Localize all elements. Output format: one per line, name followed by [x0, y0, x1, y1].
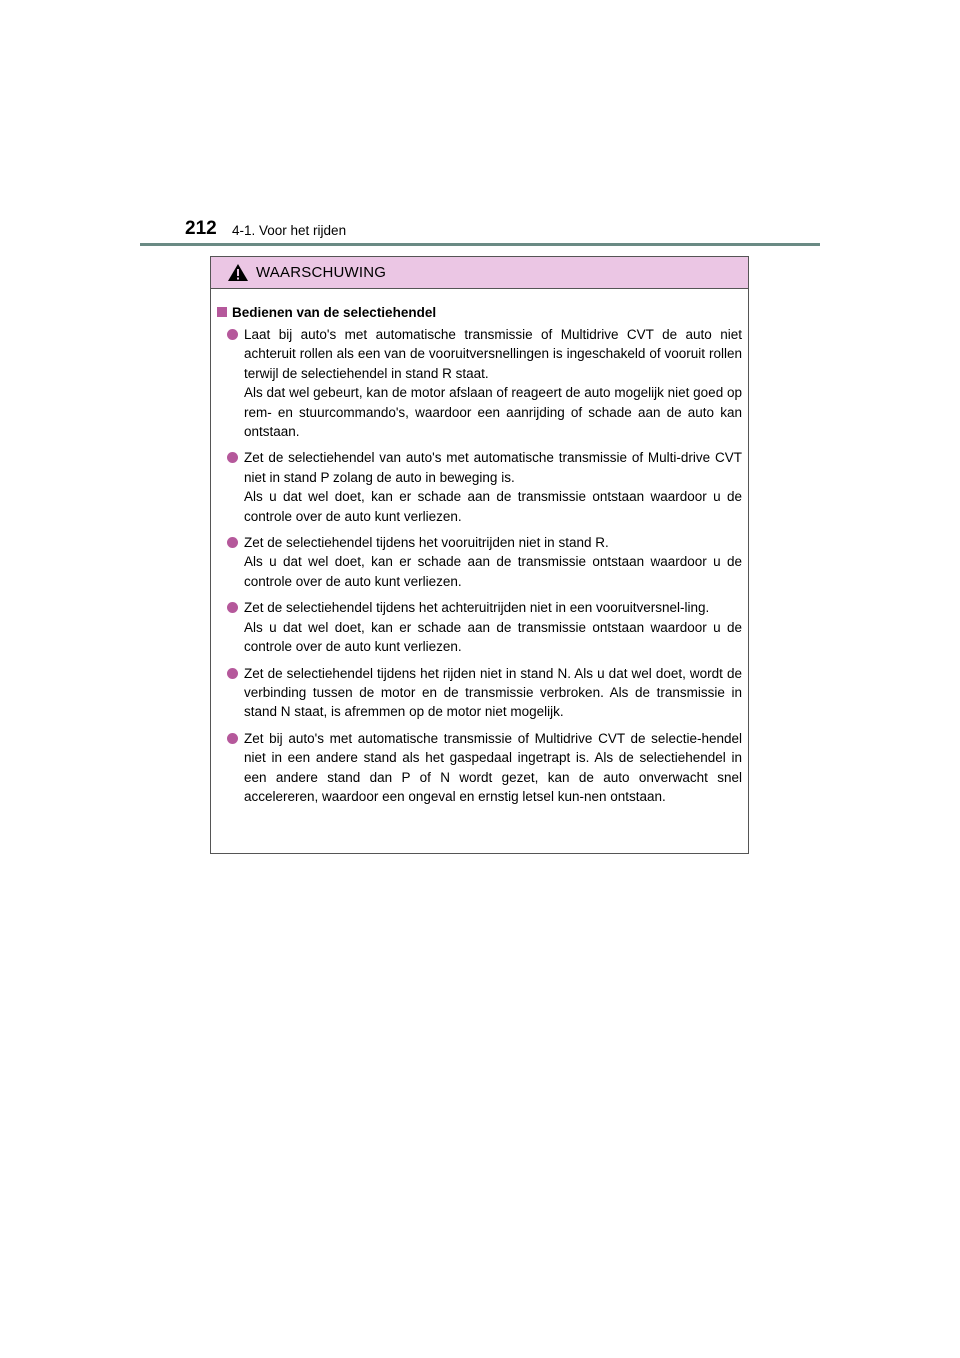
warning-topic — [216, 303, 742, 322]
warning-list — [216, 325, 742, 806]
round-bullet-icon — [227, 602, 238, 613]
list-item-paragraph: Zet de selectiehendel tijdens het vooruitrijden niet in stand R. — [244, 535, 609, 551]
round-bullet-icon — [227, 329, 238, 340]
section-title: 4-1. Voor het rijden — [232, 223, 347, 238]
list-item-paragraph: Zet bij auto's met automatische transmissie of Multidrive CVT de selectie-hendel niet in een andere stand als het gaspedaal ingetrapt is. Als de selectiehendel in een andere stand dan P of N wordt gezet, kan de auto onverwacht snel accelereren, waardoor een ongeval en ernstig letsel kun-nen ontstaan. — [244, 730, 742, 804]
list-item-text — [244, 325, 742, 441]
list-item — [216, 598, 742, 656]
list-item-paragraph: Zet de selectiehendel tijdens het rijden niet in stand N. Als u dat wel doet, wordt de verbinding tussen de motor en de transmissie verbroken. Als de transmissie in stand N staat, is afremmen op de motor niet mogelijk. — [244, 665, 742, 720]
list-item-paragraph: Als u dat wel doet, kan er schade aan de transmissie ontstaan waardoor u de controle over de auto kunt verliezen. — [244, 489, 742, 524]
warning-body — [211, 289, 748, 806]
warning-title: WAARSCHUWING — [256, 264, 387, 281]
round-bullet-icon — [227, 452, 238, 463]
list-item-text — [244, 598, 742, 656]
list-item-paragraph: Laat bij auto's met automatische transmissie of Multidrive CVT de auto niet achteruit rollen als een van de vooruitversnellingen is ingeschakeld of vooruit rollen terwijl de selectiehendel in stand R staat. — [244, 327, 742, 381]
list-item-text — [244, 664, 742, 722]
list-item-paragraph: Als u dat wel doet, kan er schade aan de transmissie ontstaan waardoor u de controle over de auto kunt verliezen. — [244, 554, 742, 589]
list-item-paragraph: Zet de selectiehendel van auto's met automatische transmissie of Multi-drive CVT niet in stand P zolang de auto in beweging is. — [244, 450, 742, 485]
list-item-paragraph: Als dat wel gebeurt, kan de motor afslaan of reageert de auto mogelijk niet goed op rem- en stuurcommando's, waardoor een aanrijding of schade aan de auto kan ontstaan. — [244, 385, 742, 440]
list-item — [216, 664, 742, 722]
warning-box — [210, 256, 749, 854]
warning-topic-label: Bedienen van de selectiehendel — [232, 305, 437, 320]
list-item — [216, 448, 742, 526]
round-bullet-icon — [227, 537, 238, 548]
round-bullet-icon — [227, 668, 238, 679]
header-rule — [140, 243, 820, 246]
warning-header — [211, 257, 748, 289]
page-number: 212 — [185, 218, 217, 239]
list-item-text — [244, 729, 742, 807]
list-item-paragraph: Zet de selectiehendel tijdens het achteruitrijden niet in een vooruitversnel-ling. — [244, 600, 710, 616]
list-item — [216, 325, 742, 441]
list-item — [216, 729, 742, 807]
list-item-text — [244, 533, 742, 591]
square-bullet-icon — [217, 307, 227, 317]
warning-triangle-icon — [227, 263, 249, 282]
list-item-text — [244, 448, 742, 526]
round-bullet-icon — [227, 733, 238, 744]
list-item-paragraph: Als u dat wel doet, kan er schade aan de transmissie ontstaan waardoor u de controle over de auto kunt verliezen. — [244, 619, 742, 655]
list-item — [216, 533, 742, 591]
